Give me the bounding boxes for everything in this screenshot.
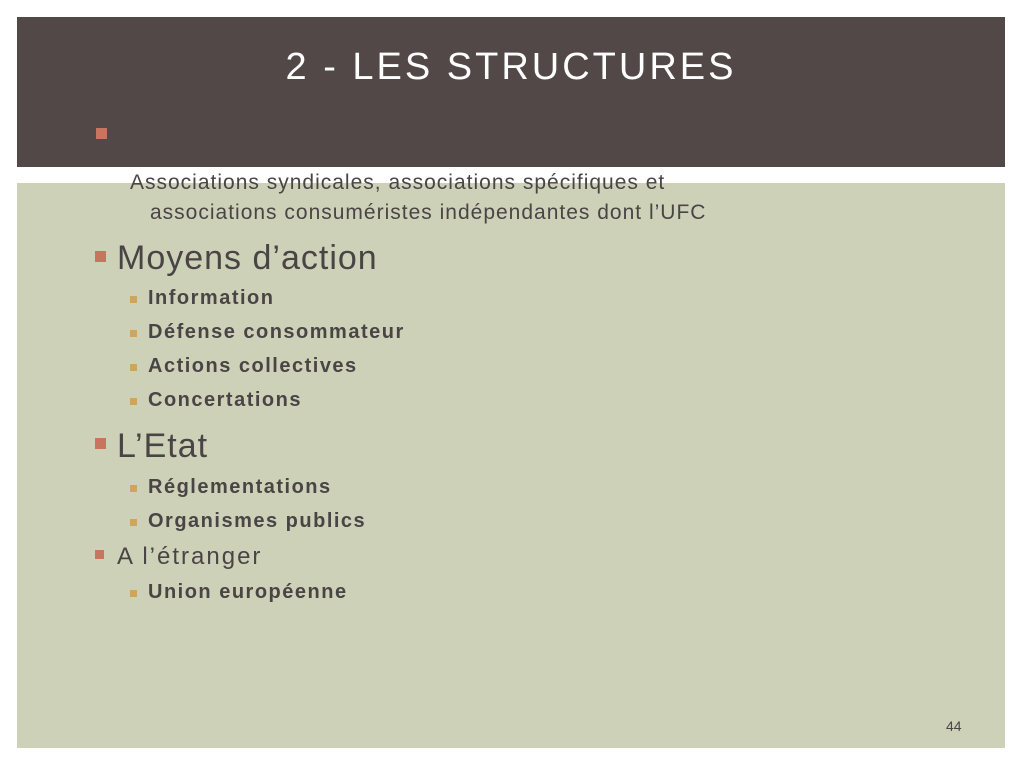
- sub-bullet-label: Concertations: [148, 389, 302, 411]
- sub-bullet-square-icon: [130, 485, 137, 492]
- sub-bullet-label: Actions collectives: [148, 355, 358, 377]
- sub-bullet-square-icon: [130, 330, 137, 337]
- bullet-label: L’Etat: [117, 427, 209, 465]
- title-band: [17, 17, 1005, 167]
- bullet-label: A l’étranger: [117, 543, 263, 570]
- sub-bullet-label: Réglementations: [148, 476, 332, 498]
- sub-bullet-square-icon: [130, 519, 137, 526]
- sub-bullet-label: Union européenne: [148, 581, 348, 603]
- bullet-square-icon: [95, 550, 104, 559]
- intro-line-2: associations consuméristes indépendantes dont l’UFC: [150, 201, 707, 224]
- sub-bullet-square-icon: [130, 296, 137, 303]
- bullet-square-icon: [95, 251, 106, 262]
- slide-title: 2 - LES STRUCTURES: [285, 46, 737, 88]
- sub-bullet-label: Défense consommateur: [148, 321, 405, 343]
- bullet-square-icon: [95, 438, 106, 449]
- sub-bullet-label: Information: [148, 287, 275, 309]
- sub-bullet-square-icon: [130, 398, 137, 405]
- sub-bullet-square-icon: [130, 364, 137, 371]
- page-number: 44: [946, 718, 962, 734]
- intro-line-1: Associations syndicales, associations spécifiques et: [130, 171, 666, 194]
- empty-bullet-marker: [96, 128, 107, 139]
- sub-bullet-square-icon: [130, 590, 137, 597]
- bullet-label: Moyens d’action: [117, 239, 378, 277]
- sub-bullet-label: Organismes publics: [148, 510, 367, 532]
